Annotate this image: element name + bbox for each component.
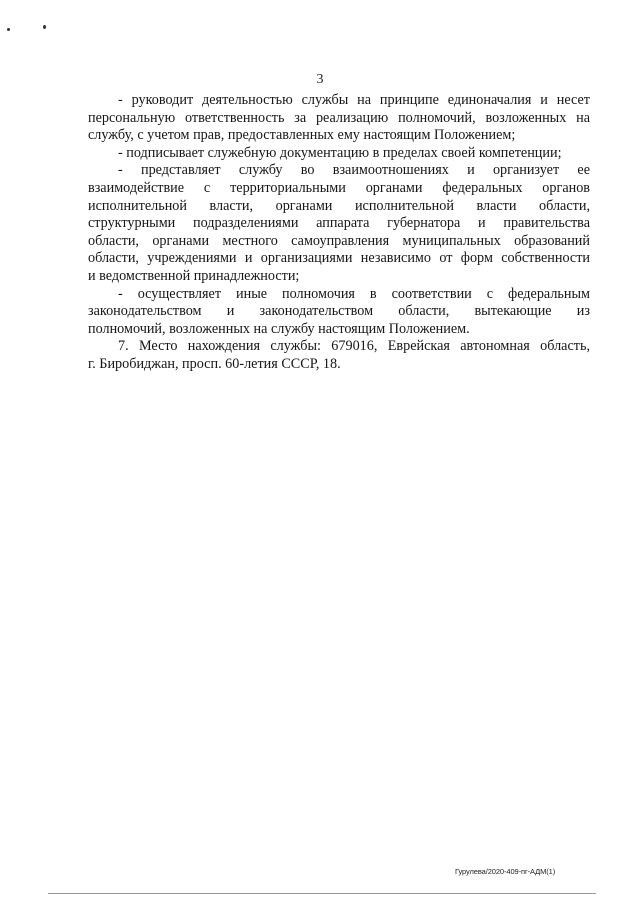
text-line: службу, с учетом прав, предоставленных ему настоящим Положением; [88, 127, 516, 144]
text-line: области, органами местного самоуправления муниципальных образований [88, 232, 590, 249]
text-line: 7. Место нахождения службы: 679016, Еврейская автономная область, [118, 338, 590, 355]
text-line: персональную ответственность за реализацию полномочий, возложенных на [88, 109, 590, 126]
scan-edge-line [48, 893, 596, 894]
paragraph-location [88, 338, 590, 373]
text-line: взаимодействие с территориальными органами федеральных органов [88, 179, 590, 196]
text-line: структурными подразделениями аппарата губернатора и правительства [88, 215, 590, 232]
text-line: - представляет службу во взаимоотношениях и организует ее [118, 162, 590, 179]
paragraph-represent-service [88, 162, 590, 285]
paragraph-head-duties [88, 92, 590, 145]
scan-speck [7, 28, 10, 31]
scan-speck [43, 25, 46, 29]
text-line: - осуществляет иные полномочия в соответствии с федеральным [118, 285, 590, 302]
paragraph-other-powers [88, 286, 590, 339]
text-line: и ведомственной принадлежности; [88, 267, 300, 284]
text-line: законодательством и законодательством области, вытекающие из [88, 303, 590, 320]
text-line: - руководит деятельностью службы на принципе единоначалия и несет [118, 92, 590, 108]
text-line: полномочий, возложенных на службу настоящим Положением. [88, 320, 470, 337]
text-line: исполнительной власти, органами исполнительной власти области, [88, 197, 590, 214]
text-line: области, учреждениями и организациями независимо от форм собственности [88, 250, 590, 267]
document-reference-code: Гурулева/2020-409-пг-АДМ(1) [455, 867, 556, 876]
paragraph-sign-documents [88, 145, 590, 163]
text-line: - подписывает служебную документацию в пределах своей компетенции; [118, 144, 562, 161]
text-line: г. Биробиджан, просп. 60-летия СССР, 18. [88, 355, 341, 372]
document-body [88, 92, 590, 374]
page-number: 3 [316, 72, 324, 87]
